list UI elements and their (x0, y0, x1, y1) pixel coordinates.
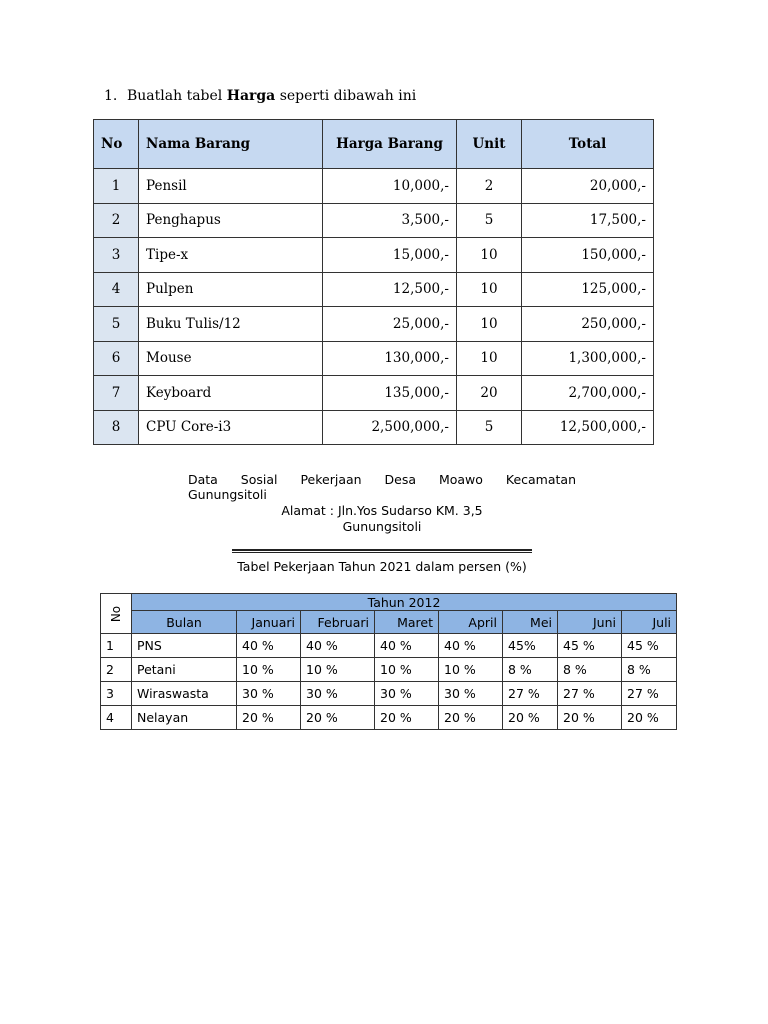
cell-total: 17,500,- (522, 203, 654, 238)
table-row (94, 376, 654, 411)
header-month: Mei (503, 611, 558, 634)
cell-harga-barang: 25,000,- (323, 307, 457, 342)
cell-percent: 10 % (237, 658, 301, 682)
table-row (94, 169, 654, 204)
address-block (188, 503, 576, 535)
cell-harga-barang: 3,500,- (323, 203, 457, 238)
cell-nama-barang: Keyboard (139, 376, 323, 411)
cell-percent: 27 % (503, 682, 558, 706)
table-row (94, 307, 654, 342)
cell-percent: 30 % (375, 682, 439, 706)
heading-suffix: seperti dibawah ini (275, 88, 417, 104)
cell-unit: 5 (457, 410, 522, 445)
cell-percent: 30 % (301, 682, 375, 706)
header-month: Februari (301, 611, 375, 634)
heading-bold-word: Harga (226, 88, 276, 104)
cell-unit: 10 (457, 272, 522, 307)
cell-percent: 45 % (622, 634, 677, 658)
table-row (94, 341, 654, 376)
cell-percent: 10 % (439, 658, 503, 682)
address-line2: Gunungsitoli (342, 519, 422, 534)
cell-percent: 30 % (439, 682, 503, 706)
cell-harga-barang: 15,000,- (323, 238, 457, 273)
cell-nama-barang: CPU Core-i3 (139, 410, 323, 445)
header-year: Tahun 2012 (132, 594, 677, 611)
cell-total: 250,000,- (522, 307, 654, 342)
header-month: Januari (237, 611, 301, 634)
cell-percent: 8 % (503, 658, 558, 682)
cell-percent: 27 % (558, 682, 622, 706)
cell-unit: 5 (457, 203, 522, 238)
cell-no: 8 (94, 410, 139, 445)
header-no-rotated: No (101, 594, 132, 634)
cell-percent: 20 % (301, 706, 375, 730)
cell-unit: 10 (457, 341, 522, 376)
cell-job: Wiraswasta (132, 682, 237, 706)
table-row (101, 634, 677, 658)
cell-percent: 20 % (375, 706, 439, 730)
header-unit: Unit (457, 120, 522, 169)
cell-percent: 8 % (622, 658, 677, 682)
cell-nama-barang: Penghapus (139, 203, 323, 238)
caption-line1: Data Sosial Pekerjaan Desa Moawo Kecamatan (188, 472, 576, 487)
cell-no: 4 (101, 706, 132, 730)
cell-percent: 8 % (558, 658, 622, 682)
cell-harga-barang: 130,000,- (323, 341, 457, 376)
header-month: Maret (375, 611, 439, 634)
cell-no: 7 (94, 376, 139, 411)
header-month: Juni (558, 611, 622, 634)
header-month: April (439, 611, 503, 634)
header-no: No (94, 120, 139, 169)
cell-no: 5 (94, 307, 139, 342)
heading-prefix: Buatlah tabel (127, 88, 227, 104)
cell-percent: 45 % (558, 634, 622, 658)
cell-percent: 20 % (622, 706, 677, 730)
cell-nama-barang: Mouse (139, 341, 323, 376)
cell-harga-barang: 10,000,- (323, 169, 457, 204)
cell-no: 2 (94, 203, 139, 238)
cell-percent: 20 % (503, 706, 558, 730)
cell-total: 2,700,000,- (522, 376, 654, 411)
cell-percent: 20 % (439, 706, 503, 730)
cell-total: 150,000,- (522, 238, 654, 273)
cell-no: 2 (101, 658, 132, 682)
header-bulan: Bulan (132, 611, 237, 634)
cell-total: 12,500,000,- (522, 410, 654, 445)
cell-job: PNS (132, 634, 237, 658)
cell-percent: 30 % (237, 682, 301, 706)
table-row (94, 238, 654, 273)
job-table (100, 593, 677, 730)
cell-total: 125,000,- (522, 272, 654, 307)
cell-percent: 40 % (237, 634, 301, 658)
address-line1: Alamat : Jln.Yos Sudarso KM. 3,5 (281, 503, 483, 518)
cell-unit: 20 (457, 376, 522, 411)
cell-no: 1 (94, 169, 139, 204)
cell-harga-barang: 12,500,- (323, 272, 457, 307)
cell-no: 1 (101, 634, 132, 658)
cell-percent: 45% (503, 634, 558, 658)
cell-unit: 10 (457, 307, 522, 342)
cell-percent: 27 % (622, 682, 677, 706)
double-rule-divider (232, 549, 532, 553)
cell-nama-barang: Pensil (139, 169, 323, 204)
cell-percent: 40 % (439, 634, 503, 658)
cell-no: 6 (94, 341, 139, 376)
table-row (101, 682, 677, 706)
cell-nama-barang: Tipe-x (139, 238, 323, 273)
cell-percent: 20 % (558, 706, 622, 730)
table-row (101, 706, 677, 730)
header-month: Juli (622, 611, 677, 634)
cell-job: Petani (132, 658, 237, 682)
header-total: Total (522, 120, 654, 169)
job-table-title: Tabel Pekerjaan Tahun 2021 dalam persen (%) (237, 559, 527, 574)
cell-job: Nelayan (132, 706, 237, 730)
price-table (93, 119, 654, 445)
cell-nama-barang: Buku Tulis/12 (139, 307, 323, 342)
cell-nama-barang: Pulpen (139, 272, 323, 307)
instruction-heading (104, 87, 416, 105)
cell-percent: 40 % (301, 634, 375, 658)
table-row (94, 272, 654, 307)
caption-line1-cont: Gunungsitoli (188, 487, 267, 502)
cell-no: 4 (94, 272, 139, 307)
list-number: 1. (104, 88, 118, 104)
header-nama-barang: Nama Barang (139, 120, 323, 169)
cell-total: 20,000,- (522, 169, 654, 204)
job-table-year-row (101, 594, 677, 611)
cell-percent: 10 % (301, 658, 375, 682)
cell-harga-barang: 2,500,000,- (323, 410, 457, 445)
cell-no: 3 (101, 682, 132, 706)
cell-unit: 10 (457, 238, 522, 273)
job-table-month-row (101, 611, 677, 634)
table-row (101, 658, 677, 682)
cell-percent: 40 % (375, 634, 439, 658)
header-harga-barang: Harga Barang (323, 120, 457, 169)
cell-harga-barang: 135,000,- (323, 376, 457, 411)
table-row (94, 410, 654, 445)
cell-percent: 10 % (375, 658, 439, 682)
cell-percent: 20 % (237, 706, 301, 730)
cell-unit: 2 (457, 169, 522, 204)
cell-no: 3 (94, 238, 139, 273)
table-row (94, 203, 654, 238)
price-table-header-row (94, 120, 654, 169)
cell-total: 1,300,000,- (522, 341, 654, 376)
